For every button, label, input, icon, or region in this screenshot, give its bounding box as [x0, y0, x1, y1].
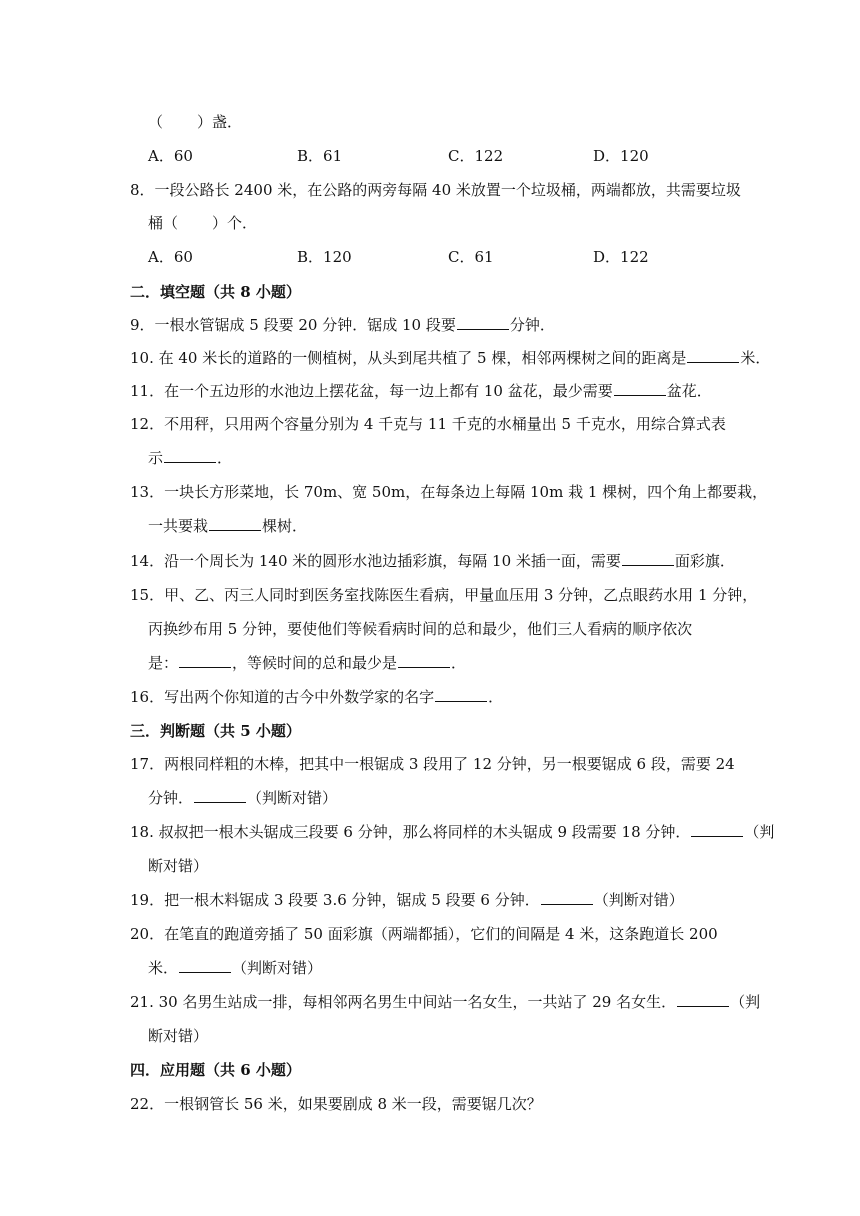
question-20-line2: 米． （判断对错）: [148, 959, 323, 977]
question-17-line2: 分钟． （判断对错）: [148, 789, 338, 807]
q8-option-c: C．61: [448, 248, 494, 266]
question-13-line1: 13．一块长方形菜地，长 70m、宽 50m，在每条边上每隔 10m 栽 1 棵树，四个角上都要栽，: [130, 483, 768, 501]
question-16: 16．写出两个你知道的古今中外数学家的名字 ．: [130, 688, 504, 706]
q8-option-d: D．122: [593, 248, 649, 266]
q8-option-b: B．120: [297, 248, 352, 266]
question-18-line2: 断对错）: [148, 857, 209, 875]
q7-option-a: A．60: [148, 147, 193, 165]
question-15-line3: 是： ，等候时间的总和最少是 ．: [148, 654, 467, 672]
q7-option-d: D．120: [593, 147, 649, 165]
q8-option-a: A．60: [148, 248, 193, 266]
question-13-line2: 一共要栽 棵树．: [148, 517, 308, 535]
q7-tail: （ ）盏．: [148, 113, 243, 131]
question-17-line1: 17．两根同样粗的木棒，把其中一根锯成 3 段用了 12 分钟，另一根要锯成 6 段，需要 24: [130, 755, 735, 773]
question-19: 19．把一根木料锯成 3 段要 3.6 分钟，锯成 5 段要 6 分钟． （判断对错）: [130, 891, 684, 909]
question-15-line1: 15．甲、乙、丙三人同时到医务室找陈医生看病，甲量血压用 3 分钟，乙点眼药水用 1 分钟，: [130, 586, 758, 604]
question-15-line2: 丙换纱布用 5 分钟，要使他们等候看病时间的总和最少，他们三人看病的顺序依次: [148, 620, 693, 638]
q7-option-c: C．122: [448, 147, 504, 165]
question-18-line1: 18. 叔叔把一根木头锯成三段要 6 分钟，那么将同样的木头锯成 9 段需要 18 分钟． （判: [130, 823, 775, 841]
question-14: 14．沿一个周长为 140 米的圆形水池边插彩旗，每隔 10 米插一面，需要 面彩旗．: [130, 552, 735, 570]
question-21-line2: 断对错）: [148, 1027, 209, 1045]
question-10: 10. 在 40 米长的道路的一侧植树，从头到尾共植了 5 棵，相邻两棵树之间的距离是 米．: [130, 349, 771, 367]
question-11: 11．在一个五边形的水池边上摆花盆，每一边上都有 10 盆花，最少需要 盆花．: [130, 382, 712, 400]
question-12-line1: 12．不用秤，只用两个容量分别为 4 千克与 11 千克的水桶量出 5 千克水，用综合算式表: [130, 415, 726, 433]
q8-line2: 桶（ ）个．: [148, 214, 258, 232]
question-12-line2: 示 ．: [148, 449, 233, 467]
section-fill-in-heading: 二．填空题（共 8 小题）: [130, 283, 301, 301]
question-9: 9．一根水管锯成 5 段要 20 分钟．锯成 10 段要 分钟．: [130, 316, 555, 334]
question-20-line1: 20．在笔直的跑道旁插了 50 面彩旗（两端都插），它们的间隔是 4 米，这条跑道长 200: [130, 925, 718, 943]
question-21-line1: 21. 30 名男生站成一排，每相邻两名男生中间站一名女生，一共站了 29 名女生． （判: [130, 993, 761, 1011]
section-application-heading: 四．应用题（共 6 小题）: [130, 1061, 301, 1079]
section-judge-heading: 三．判断题（共 5 小题）: [130, 722, 301, 740]
question-22: 22．一根钢管长 56 米，如果要剧成 8 米一段，需要锯几次？: [130, 1095, 542, 1113]
q8-line1: 8．一段公路长 2400 米，在公路的两旁每隔 40 米放置一个垃圾桶，两端都放，共需要垃圾: [130, 181, 741, 199]
q7-option-b: B．61: [297, 147, 343, 165]
